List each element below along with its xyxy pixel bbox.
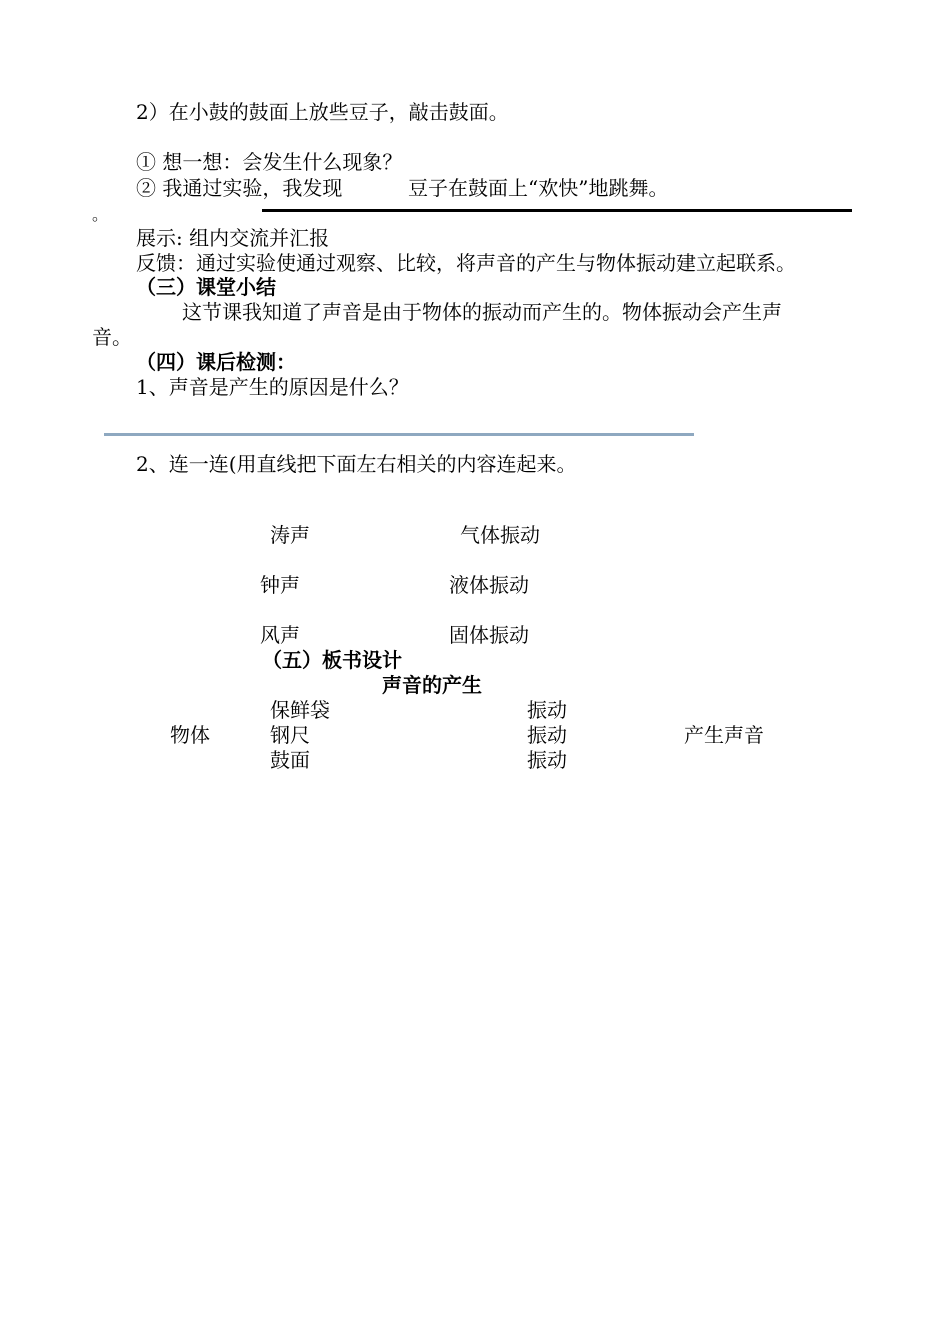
summary-line-1: 这节课我知道了声音是由于物体的振动而产生的。物体振动会产生声 xyxy=(182,300,782,324)
match-right-item: 液体振动 xyxy=(449,573,529,597)
stray-period: 。 xyxy=(92,205,109,224)
board-result: 产生声音 xyxy=(684,723,764,747)
board-item: 鼓面 xyxy=(270,748,310,772)
board-subject: 物体 xyxy=(170,723,210,747)
question-2: 2、连一连(用直线把下面左右相关的内容连起来。 xyxy=(136,452,577,476)
match-left-item: 风声 xyxy=(260,623,300,647)
experiment-step-2: 2）在小鼓的鼓面上放些豆子，敲击鼓面。 xyxy=(136,100,509,124)
found-answer: 豆子在鼓面上“欢快”地跳舞。 xyxy=(408,176,669,200)
found-prefix: ② 我通过实验，我发现 xyxy=(136,176,343,200)
check-heading: （四）课后检测： xyxy=(136,350,296,374)
summary-line-2: 音。 xyxy=(92,325,132,349)
answer-blank-line xyxy=(104,433,694,436)
match-right-item: 气体振动 xyxy=(460,523,540,547)
match-right-item: 固体振动 xyxy=(449,623,529,647)
summary-heading: （三）课堂小结 xyxy=(136,275,276,299)
show-line: 展示: 组内交流并汇报 xyxy=(136,226,330,250)
board-item: 钢尺 xyxy=(270,723,310,747)
answer-underline xyxy=(262,209,852,212)
board-heading: （五）板书设计 xyxy=(262,648,402,672)
board-title: 声音的产生 xyxy=(382,673,482,697)
match-left-item: 涛声 xyxy=(270,523,310,547)
board-verb: 振动 xyxy=(527,723,567,747)
board-verb: 振动 xyxy=(527,698,567,722)
board-item: 保鲜袋 xyxy=(270,698,330,722)
feedback-line: 反馈：通过实验使通过观察、比较，将声音的产生与物体振动建立起联系。 xyxy=(136,251,796,275)
think-question: ① 想一想：会发生什么现象？ xyxy=(136,150,403,174)
match-left-item: 钟声 xyxy=(260,573,300,597)
board-verb: 振动 xyxy=(527,748,567,772)
question-1: 1、声音是产生的原因是什么？ xyxy=(136,375,409,399)
